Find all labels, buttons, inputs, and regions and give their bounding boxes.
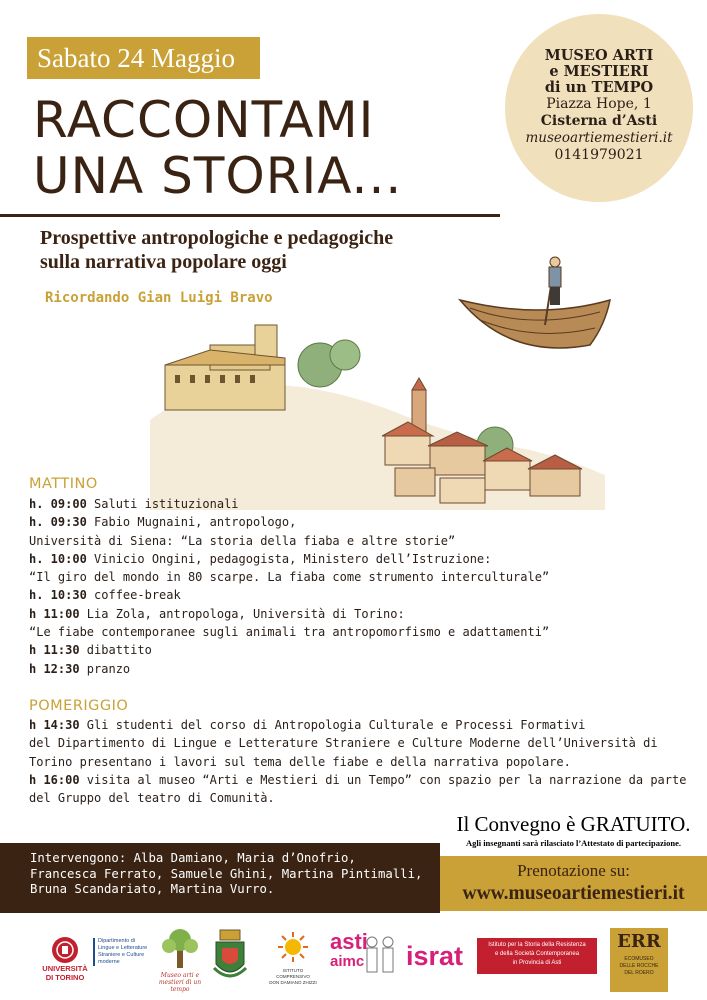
memorial-dedication: Ricordando Gian Luigi Bravo — [45, 290, 273, 306]
speakers-line2: Francesca Ferrato, Samuele Ghini, Martina Pintimalli, — [30, 866, 423, 881]
museum-city: Cisterna d’Asti — [540, 113, 658, 129]
free-entry-box — [440, 808, 707, 856]
program-line — [29, 753, 679, 771]
program-text: Università di Siena: “La storia della fiaba e altre storie” — [29, 533, 456, 548]
program-text: coffee-break — [86, 588, 181, 603]
ecomuseo-mark: ERR — [617, 931, 661, 952]
ecomuseo-line1: ECOMUSEO — [624, 956, 654, 962]
unito-logo — [40, 936, 90, 982]
page-title — [33, 92, 503, 204]
dept-line3: Straniere e Culture moderne — [98, 952, 145, 965]
dept-line2: Lingue e Letterature — [98, 945, 148, 951]
program-line — [29, 568, 679, 586]
program-text: Gli studenti del corso di Antropologia Culturale e Processi Formativi — [79, 718, 586, 732]
program-line — [29, 495, 679, 513]
title-divider — [0, 214, 500, 217]
israt-logo — [406, 942, 476, 970]
program-text: Lia Zola, antropologa, Università di Torino: — [79, 606, 405, 621]
program-time: h. 10:00 — [29, 551, 87, 566]
program-text: visita al museo “Arti e Mestieri di un Tempo” con spazio per la narrazione da parte — [79, 772, 687, 787]
program-text: “Le fiabe contemporanee sugli animali tra antropomorfismo e adattamenti” — [29, 625, 550, 640]
unito-name-line1: UNIVERSITÀ — [42, 964, 88, 973]
village-illustration — [150, 250, 630, 510]
program-text: del Gruppo del teatro di Comunità. — [29, 791, 275, 806]
program-line — [29, 623, 679, 641]
crest-icon — [212, 928, 248, 986]
title-line2: UNA STORIA... — [33, 147, 403, 205]
boat-with-boatman-icon — [460, 257, 610, 348]
program-text: dibattito — [79, 643, 152, 658]
title-line1: RACCONTAMI — [33, 91, 375, 149]
program-text: Saluti istituzionali — [86, 497, 239, 511]
program-line — [29, 605, 679, 623]
morning-program — [29, 495, 679, 678]
booking-box — [440, 856, 707, 911]
program-text: Vinicio Ongini, pedagogista, Ministero dell’Istruzione: — [86, 551, 492, 566]
program-time: h. 09:00 — [29, 497, 87, 511]
booking-url-link[interactable]: www.museoartiemestieri.it — [462, 883, 685, 904]
school-sun-icon — [276, 930, 310, 964]
speakers-box — [0, 843, 440, 913]
program-text: del Dipartimento di Lingue e Letterature Straniere e Culture Moderne dell’Università di — [29, 736, 658, 751]
program-line — [29, 532, 679, 550]
israt-desc-line2: e della Società Contemporanea — [494, 951, 580, 957]
program-line — [29, 716, 679, 734]
israt-description-box — [477, 938, 597, 974]
event-date-banner: Sabato 24 Maggio — [27, 37, 260, 79]
program-time: h. 10:30 — [29, 588, 87, 603]
program-time: h 12:30 — [29, 661, 80, 676]
subtitle-line2: sulla narrativa popolare oggi — [40, 251, 287, 273]
museum-name-line3: di un TEMPO — [544, 79, 654, 96]
program-time: h 16:00 — [29, 772, 80, 787]
ecomuseo-logo — [610, 928, 668, 992]
program-line — [29, 771, 687, 789]
dept-line1: Dipartimento di — [98, 938, 135, 944]
speakers-line3: Bruna Scandariato, Martina Vurro. — [30, 882, 275, 896]
israt-desc-line3: in Provincia di Asti — [512, 960, 562, 966]
asti-aimc-logo — [330, 930, 398, 986]
free-entry-note: Agli insegnanti sarà rilasciato l’Attestato di partecipazione. — [465, 838, 682, 848]
program-time: h 11:30 — [29, 643, 80, 658]
municipality-crest-logo — [212, 928, 248, 988]
speakers-line1: Intervengono: Alba Damiano, Maria d’Onofrio, — [30, 851, 356, 865]
program-line — [29, 550, 679, 568]
museum-name-line1: MUSEO ARTI — [544, 47, 654, 64]
ecomuseo-line3: DEL ROERO — [624, 970, 654, 976]
program-time: h. 09:30 — [29, 515, 87, 530]
free-entry-title: Il Convegno è GRATUITO. — [456, 812, 691, 836]
castle-icon — [165, 325, 285, 410]
ecomuseo-line2: DELLE ROCCHE — [619, 963, 659, 969]
people-icon — [364, 934, 398, 978]
museum-tree-icon — [155, 928, 205, 968]
museum-website[interactable]: museoartiemestieri.it — [525, 130, 673, 146]
afternoon-program — [29, 716, 687, 807]
school-name-line2: DON DAMIANO ZHIZZI — [269, 980, 317, 985]
asti-text: asti — [330, 929, 368, 954]
program-time: h 14:30 — [29, 718, 80, 732]
museum-phone: 0141979021 — [554, 147, 644, 163]
program-time: h 11:00 — [29, 606, 80, 621]
booking-label: Prenotazione su: — [517, 861, 630, 880]
unito-seal-icon — [51, 936, 79, 964]
program-text: Fabio Mugnaini, antropologo, — [86, 515, 297, 530]
department-logo — [93, 938, 153, 966]
museum-name-line2: e MESTIERI — [549, 63, 649, 80]
morning-heading: MATTINO — [29, 476, 98, 492]
unito-name-line2: DI TORINO — [45, 973, 85, 982]
program-line — [29, 789, 679, 807]
museum-logo — [155, 928, 205, 993]
subtitle-line1: Prospettive antropologiche e pedagogiche — [40, 227, 394, 249]
aimc-text: aimc — [330, 953, 365, 970]
israt-desc-line1: Istituto per la Storia della Resistenza — [488, 942, 586, 948]
afternoon-heading: POMERIGGIO — [29, 698, 129, 714]
program-line — [29, 660, 679, 678]
program-line — [29, 586, 679, 604]
program-line — [29, 641, 679, 659]
school-name-line1: ISTITUTO COMPRENSIVO — [276, 968, 310, 979]
program-text: “Il giro del mondo in 80 scarpe. La fiaba come strumento interculturale” — [29, 570, 550, 585]
program-text: Torino presentano i lavori sul tema delle fiabe e della narrativa popolare. — [29, 754, 571, 769]
program-text: pranzo — [79, 661, 131, 676]
sponsor-logo-strip — [0, 918, 707, 1000]
museum-logo-text: Museo arti e mestieri di un tempo — [158, 972, 202, 993]
museum-info-circle — [505, 14, 693, 202]
school-logo — [268, 930, 318, 986]
program-line — [29, 734, 679, 752]
israt-text: israt — [406, 941, 464, 971]
museum-address: Piazza Hope, 1 — [546, 96, 652, 112]
program-line — [29, 513, 679, 531]
